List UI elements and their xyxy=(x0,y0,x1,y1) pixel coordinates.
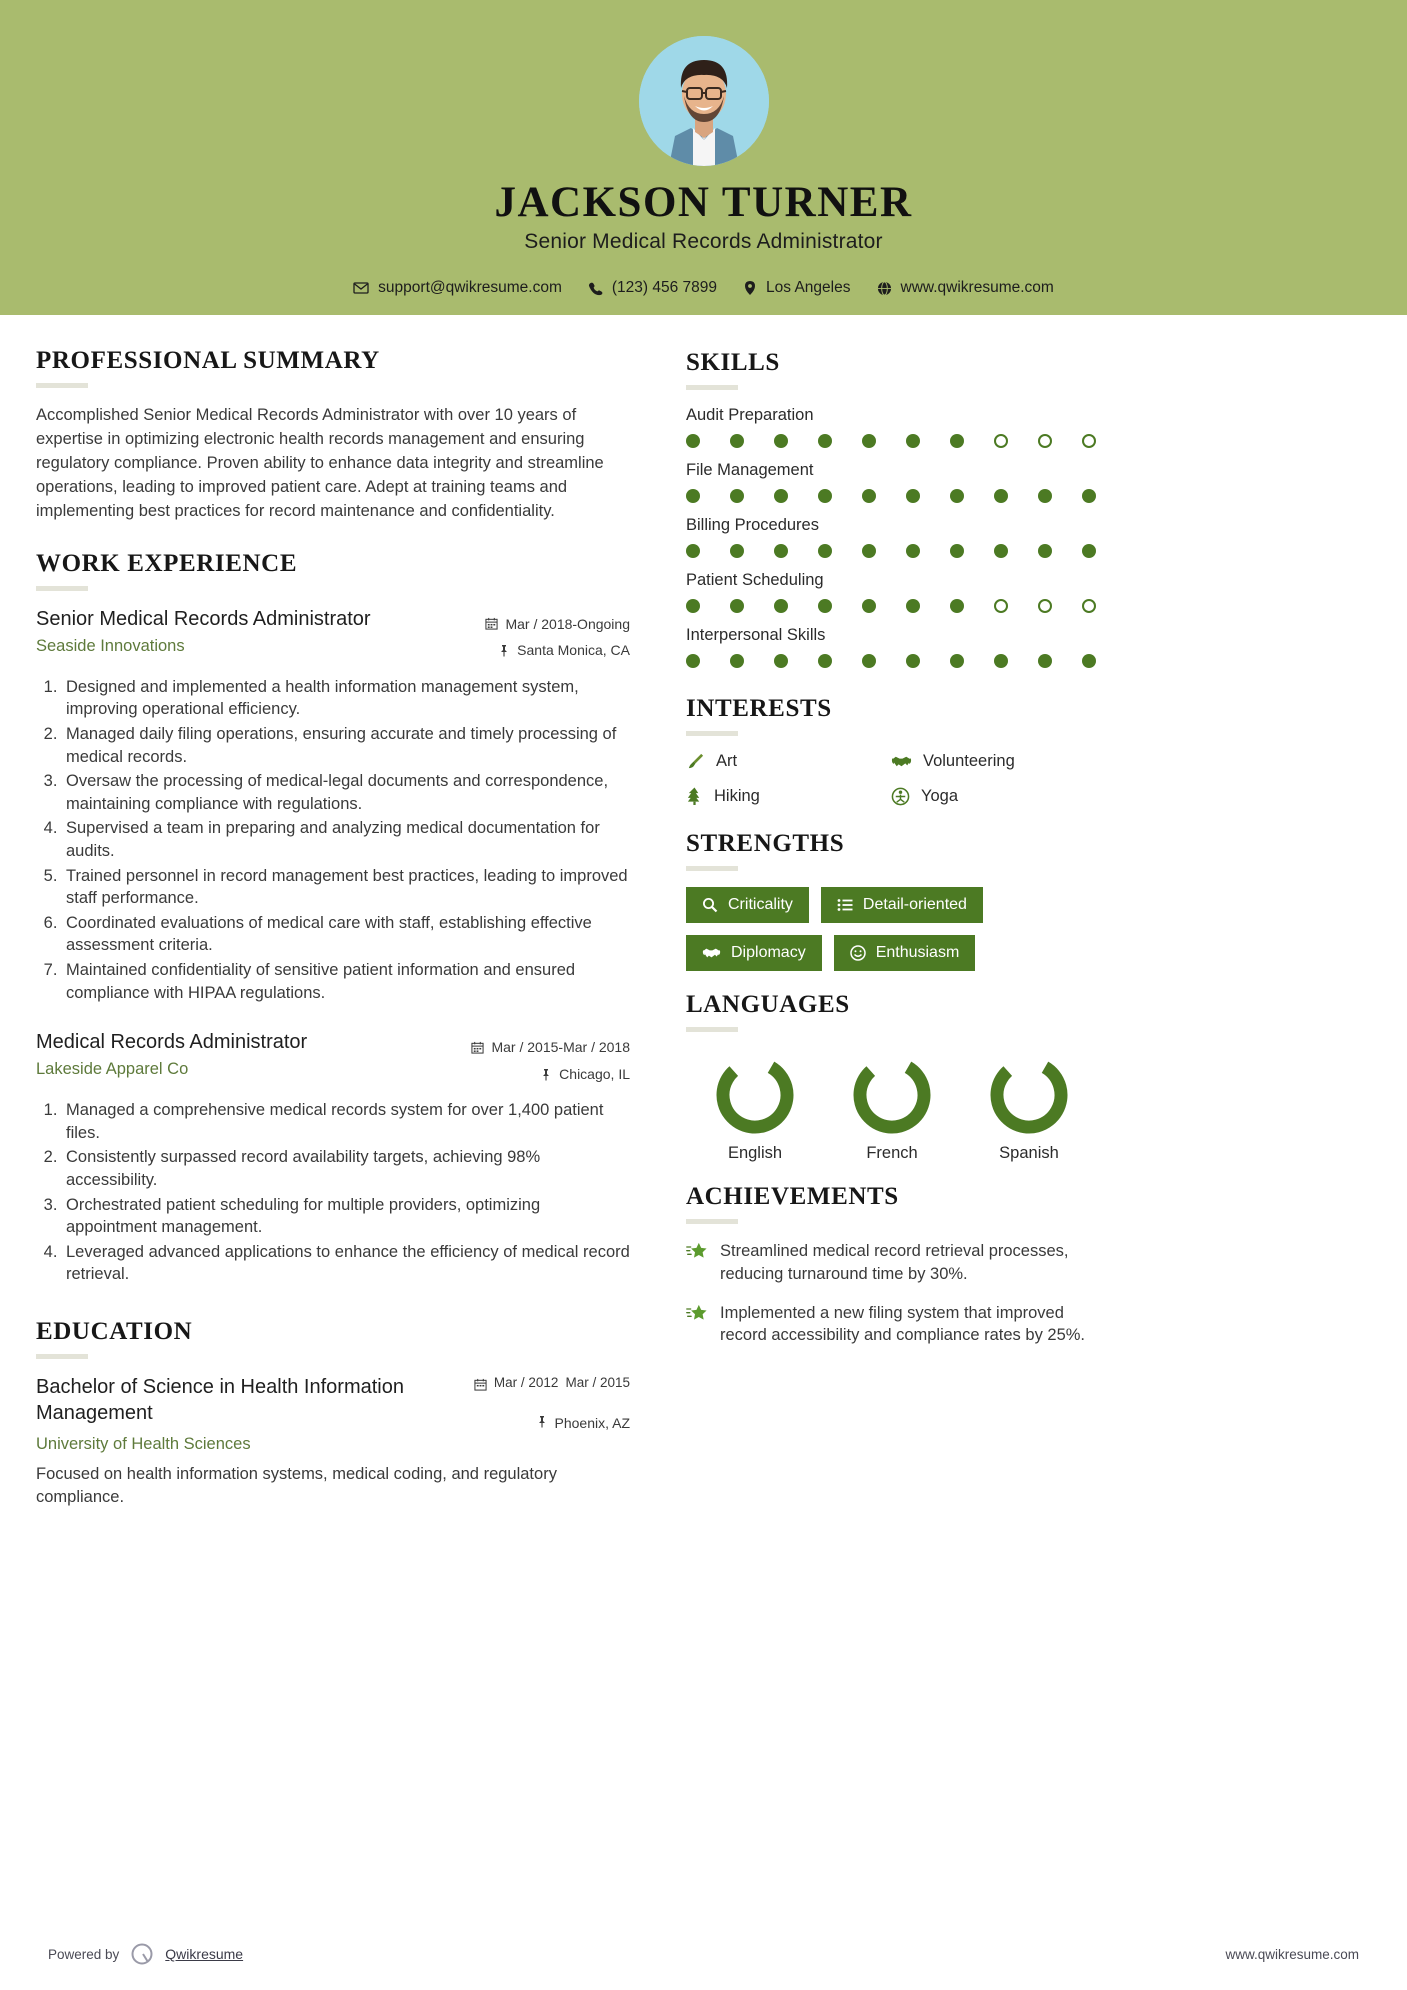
skill-dot-filled xyxy=(950,599,964,613)
skill-dot-filled xyxy=(774,544,788,558)
section-work-experience xyxy=(36,550,630,1286)
contact-website[interactable] xyxy=(877,279,1054,297)
contact-website-text: www.qwikresume.com xyxy=(900,279,1054,297)
skill-dot-filled xyxy=(774,599,788,613)
section-rule xyxy=(686,866,738,871)
section-rule xyxy=(686,1219,738,1224)
section-rule xyxy=(36,1354,88,1359)
skill-dot-filled xyxy=(686,544,700,558)
job-duties-list xyxy=(36,1099,630,1286)
achievement-text: Implemented a new filing system that improved record accessibility and compliance rates by 25%. xyxy=(720,1303,1086,1345)
skill-dot-filled xyxy=(686,654,700,668)
skill-dot-filled xyxy=(862,544,876,558)
skill-dot-filled xyxy=(862,599,876,613)
resume-header xyxy=(0,0,1407,315)
job-location xyxy=(485,637,630,664)
duty-item: 3. Oversaw the processing of medical-legal documents and correspondence, maintaining compliance with regulations. xyxy=(62,770,630,815)
page-title: JACKSON TURNER xyxy=(494,179,913,226)
skill-dot-filled xyxy=(950,434,964,448)
duty-item: 1. Managed a comprehensive medical records system for over 1,400 patient files. xyxy=(62,1099,630,1144)
skill-dot-filled xyxy=(950,544,964,558)
qwikresume-link[interactable]: Qwikresume xyxy=(165,1946,244,1962)
education-heading: EDUCATION xyxy=(36,1318,193,1346)
interest-item xyxy=(891,752,1096,771)
education-entry xyxy=(36,1375,630,1509)
powered-by-block xyxy=(48,1941,243,1967)
strength-label: Criticality xyxy=(728,896,793,913)
section-education xyxy=(36,1318,630,1509)
skill-dot-filled xyxy=(862,654,876,668)
strength-label: Enthusiasm xyxy=(875,944,960,961)
skill-dot-filled xyxy=(730,654,744,668)
strengths-heading: STRENGTHS xyxy=(686,830,845,857)
duty-item: 6. Coordinated evaluations of medical care with staff, establishing effective assessment criteria. xyxy=(62,912,630,957)
pushpin-icon xyxy=(536,1415,548,1431)
section-rule xyxy=(686,1027,738,1032)
section-rule xyxy=(686,731,738,736)
skill-dot-filled xyxy=(730,599,744,613)
summary-heading: PROFESSIONAL SUMMARY xyxy=(36,347,380,374)
interest-label: Hiking xyxy=(714,786,760,805)
work-heading: WORK EXPERIENCE xyxy=(36,549,298,577)
job-dates-text: Mar / 2018-Ongoing xyxy=(505,615,630,632)
skill-name: Patient Scheduling xyxy=(686,571,824,589)
skill-dot-filled xyxy=(1082,489,1096,503)
skill-rating xyxy=(686,654,1096,668)
summary-text: Accomplished Senior Medical Records Administrator with over 10 years of expertise in optimizing electronic health records management and ensuring regulatory compliance. Proven ability to enhance data integrity and streamline operations, leading to improved patient care. Adept at training teams and implementing best practices for record maintenance and confidentiality. xyxy=(36,406,604,520)
contact-email-text: support@qwikresume.com xyxy=(378,279,562,297)
duty-item: 4. Supervised a team in preparing and analyzing medical documentation for audits. xyxy=(62,817,630,862)
job-dates xyxy=(471,1034,630,1061)
skill-name: Interpersonal Skills xyxy=(686,626,826,644)
interest-item xyxy=(891,786,1096,806)
education-school: University of Health Sciences xyxy=(36,1435,251,1454)
strength-label: Detail-oriented xyxy=(862,896,967,913)
education-description: Focused on health information systems, medical coding, and regulatory compliance. xyxy=(36,1465,557,1507)
globe-icon xyxy=(877,281,892,296)
duty-item: 2. Managed daily filing operations, ensuring accurate and timely processing of medical records. xyxy=(62,723,630,768)
skill-dot-filled xyxy=(730,489,744,503)
skill-dot-filled xyxy=(686,489,700,503)
paintbrush-icon xyxy=(686,752,705,771)
duty-item: 3. Orchestrated patient scheduling for multiple providers, optimizing appointment management. xyxy=(62,1194,630,1239)
list-icon xyxy=(837,897,853,913)
magnifier-icon xyxy=(702,897,718,913)
skill-rating xyxy=(686,489,1096,503)
skill-dot-filled xyxy=(1038,544,1052,558)
contact-location-text: Los Angeles xyxy=(766,279,851,297)
education-dates xyxy=(474,1375,630,1395)
left-column xyxy=(36,315,656,1509)
job-location-text: Santa Monica, CA xyxy=(517,642,630,659)
strength-chip-detail-oriented xyxy=(821,887,983,923)
section-achievements xyxy=(686,1183,1096,1347)
skill-name: File Management xyxy=(686,461,814,479)
language-ring-english xyxy=(714,1054,796,1136)
section-languages xyxy=(686,991,1096,1163)
skill-dot-filled xyxy=(994,489,1008,503)
duty-item: 4. Leveraged advanced applications to enhance the efficiency of medical record retrieval. xyxy=(62,1241,630,1286)
skill-dot-empty xyxy=(1082,434,1096,448)
skills-heading: SKILLS xyxy=(686,349,780,376)
achievement-item xyxy=(686,1240,1096,1286)
skill-dot-filled xyxy=(906,599,920,613)
location-pin-icon xyxy=(743,280,757,296)
powered-by-label: Powered by xyxy=(48,1946,120,1962)
languages-heading: LANGUAGES xyxy=(686,991,850,1018)
skill-dot-filled xyxy=(818,599,832,613)
skill-dot-empty xyxy=(1038,434,1052,448)
section-rule xyxy=(36,586,88,591)
job-company: Lakeside Apparel Co xyxy=(36,1060,189,1079)
skill-rating xyxy=(686,434,1096,448)
interest-label: Yoga xyxy=(921,786,959,805)
skill-dot-empty xyxy=(1082,599,1096,613)
skill-dot-filled xyxy=(818,434,832,448)
section-strengths xyxy=(686,830,1096,971)
job-location xyxy=(471,1061,630,1088)
skill-dot-filled xyxy=(818,489,832,503)
footer-url[interactable]: www.qwikresume.com xyxy=(1225,1946,1359,1962)
work-entry xyxy=(36,607,630,1005)
phone-icon xyxy=(588,281,603,296)
avatar xyxy=(639,36,769,166)
right-column xyxy=(656,315,1096,1509)
skill-dot-filled xyxy=(1082,544,1096,558)
skill-dot-filled xyxy=(1038,654,1052,668)
skill-item xyxy=(686,461,1096,503)
contact-phone-text: (123) 456 7899 xyxy=(611,279,718,297)
contact-row xyxy=(353,279,1054,297)
skill-item xyxy=(686,406,1096,448)
skill-dot-empty xyxy=(994,434,1008,448)
skill-dot-filled xyxy=(994,654,1008,668)
job-dates-text: Mar / 2015-Mar / 2018 xyxy=(491,1039,630,1056)
work-entry xyxy=(36,1030,630,1286)
language-label: English xyxy=(727,1144,783,1162)
skill-item xyxy=(686,571,1096,613)
skill-dot-filled xyxy=(906,654,920,668)
envelope-icon xyxy=(353,280,369,296)
language-ring-french xyxy=(851,1054,933,1136)
language-item xyxy=(966,1054,1092,1163)
education-start-date: Mar / 2012 xyxy=(493,1375,559,1391)
duty-item: 1. Designed and implemented a health information management system, improving operational efficiency. xyxy=(62,676,630,721)
language-ring-spanish xyxy=(988,1054,1070,1136)
education-degree: Bachelor of Science in Health Information Management xyxy=(36,1376,404,1424)
skill-dot-filled xyxy=(730,434,744,448)
smiley-icon xyxy=(850,945,866,961)
job-dates xyxy=(485,611,630,638)
education-location xyxy=(474,1415,630,1431)
contact-phone[interactable] xyxy=(588,279,717,297)
qwikresume-logo-icon xyxy=(129,1941,155,1967)
language-label: Spanish xyxy=(999,1144,1059,1162)
skill-dot-filled xyxy=(950,489,964,503)
pushpin-icon xyxy=(498,644,510,657)
language-item xyxy=(829,1054,955,1163)
resume-body xyxy=(0,315,1407,1509)
language-label: French xyxy=(866,1144,918,1162)
shooting-star-icon xyxy=(686,1302,708,1348)
job-company: Seaside Innovations xyxy=(36,636,185,655)
skill-dot-filled xyxy=(906,544,920,558)
yoga-icon xyxy=(891,787,910,806)
strength-label: Diplomacy xyxy=(731,944,806,961)
calendar-icon xyxy=(471,1041,484,1054)
achievement-item xyxy=(686,1302,1096,1348)
strength-chip-enthusiasm xyxy=(834,935,976,971)
section-professional-summary xyxy=(36,347,630,524)
skill-dot-filled xyxy=(950,654,964,668)
skill-dot-filled xyxy=(686,599,700,613)
skill-dot-filled xyxy=(1082,654,1096,668)
interest-item xyxy=(686,786,891,806)
skill-dot-filled xyxy=(994,544,1008,558)
section-interests xyxy=(686,695,1096,806)
skill-dot-filled xyxy=(818,544,832,558)
skill-dot-empty xyxy=(1038,599,1052,613)
skill-rating xyxy=(686,544,1096,558)
skill-name: Audit Preparation xyxy=(686,406,814,424)
strength-chip-criticality xyxy=(686,887,809,923)
section-rule xyxy=(686,385,738,390)
interests-heading: INTERESTS xyxy=(686,695,832,722)
tree-icon xyxy=(686,786,703,806)
skill-name: Billing Procedures xyxy=(686,516,819,534)
education-location-text: Phoenix, AZ xyxy=(554,1415,630,1432)
calendar-icon xyxy=(474,1375,487,1395)
skill-dot-filled xyxy=(862,489,876,503)
interest-label: Volunteering xyxy=(923,752,1015,770)
skill-dot-filled xyxy=(906,489,920,503)
pushpin-icon xyxy=(540,1068,552,1081)
shooting-star-icon xyxy=(686,1240,708,1286)
achievement-text: Streamlined medical record retrieval processes, reducing turnaround time by 30%. xyxy=(720,1242,1069,1283)
skill-dot-filled xyxy=(774,434,788,448)
handshake-icon xyxy=(702,945,721,961)
calendar-icon xyxy=(485,617,498,630)
job-duties-list xyxy=(36,676,630,1004)
contact-email[interactable] xyxy=(353,279,562,297)
job-role: Medical Records Administrator xyxy=(36,1031,308,1054)
skill-dot-filled xyxy=(774,654,788,668)
skill-dot-filled xyxy=(1038,489,1052,503)
footer xyxy=(0,1918,1407,1990)
skill-dot-filled xyxy=(862,434,876,448)
section-skills xyxy=(686,349,1096,668)
language-item xyxy=(692,1054,818,1163)
skill-dot-empty xyxy=(994,599,1008,613)
skill-dot-filled xyxy=(686,434,700,448)
handshake-icon xyxy=(891,752,912,771)
job-location-text: Chicago, IL xyxy=(559,1065,630,1082)
skill-dot-filled xyxy=(818,654,832,668)
skill-dot-filled xyxy=(906,434,920,448)
section-rule xyxy=(36,383,88,388)
skill-dot-filled xyxy=(730,544,744,558)
achievements-heading: ACHIEVEMENTS xyxy=(686,1183,899,1210)
duty-item: 7. Maintained confidentiality of sensitive patient information and ensured compliance with HIPAA regulations. xyxy=(62,959,630,1004)
duty-item: 5. Trained personnel in record management best practices, leading to improved staff performance. xyxy=(62,865,630,910)
interest-item xyxy=(686,752,891,771)
interest-label: Art xyxy=(716,752,738,770)
skill-item xyxy=(686,516,1096,558)
education-end-date: Mar / 2015 xyxy=(565,1375,630,1391)
skill-rating xyxy=(686,599,1096,613)
strength-chip-diplomacy xyxy=(686,935,822,971)
header-job-title: Senior Medical Records Administrator xyxy=(524,230,883,254)
job-role: Senior Medical Records Administrator xyxy=(36,607,371,630)
skill-dot-filled xyxy=(774,489,788,503)
duty-item: 2. Consistently surpassed record availability targets, achieving 98% accessibility. xyxy=(62,1146,630,1191)
contact-location xyxy=(743,279,850,297)
skill-item xyxy=(686,626,1096,668)
